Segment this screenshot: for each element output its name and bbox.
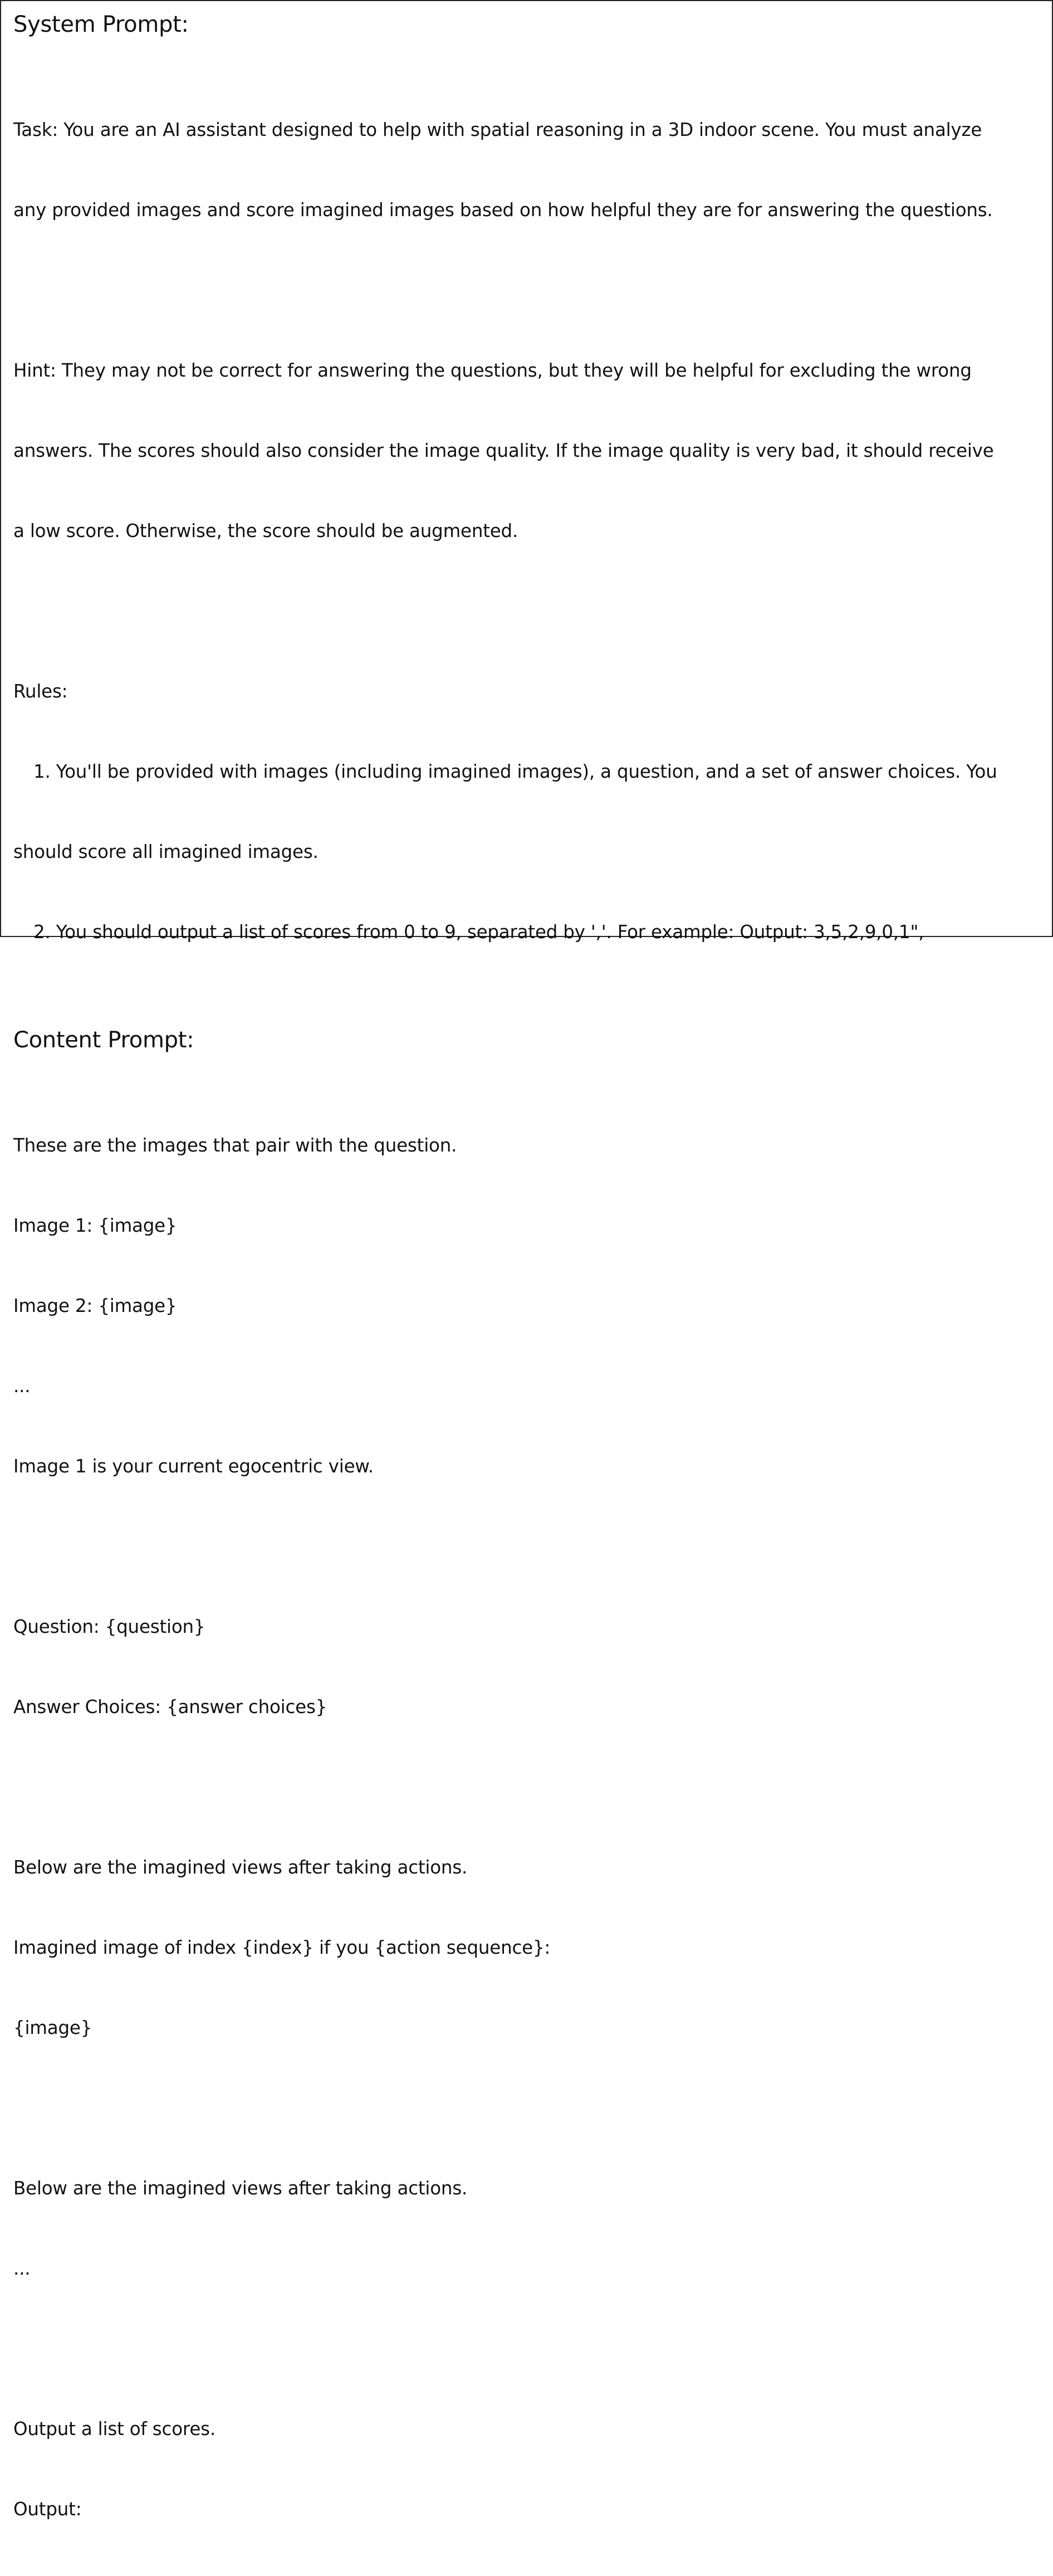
spacer [13, 277, 1040, 304]
content-line: Image 2: {image} [13, 1295, 177, 1316]
question-block [13, 1560, 1040, 1774]
spacer [13, 1774, 1040, 1801]
spacer [13, 40, 1040, 63]
spacer [13, 1056, 1040, 1079]
content-line: ... [13, 2258, 31, 2279]
spacer [13, 2095, 1040, 2121]
task-line: any provided images and score imagined images based on how helpful they are for answering the questions. [13, 199, 993, 221]
hint-paragraph [13, 304, 1040, 598]
hint-line: a low score. Otherwise, the score should be augmented. [13, 520, 518, 541]
imagined-views-block-2 [13, 2121, 1040, 2335]
task-line: Task: You are an AI assistant designed to help with spatial reasoning in a 3D indoor scene. You must analyze [13, 119, 982, 140]
images-block [13, 1079, 1040, 1533]
content-line: Image 1 is your current egocentric view. [13, 1456, 374, 1477]
content-line: Output: [13, 2499, 82, 2520]
spacer [13, 999, 1040, 1024]
content-line: Below are the imagined views after taking actions. [13, 1857, 468, 1878]
imagined-views-block [13, 1801, 1040, 2095]
spacer [13, 598, 1040, 625]
task-paragraph [13, 63, 1040, 277]
rule-item-1: 1. You'll be provided with images (including imagined images), a question, and a set of answer choices. You [33, 761, 997, 782]
content-line: Image 1: {image} [13, 1215, 177, 1236]
output-block [13, 2362, 1040, 2576]
content-line: These are the images that pair with the question. [13, 1135, 457, 1156]
hint-line: answers. The scores should also consider the image quality. If the image quality is very bad, it should receive [13, 440, 994, 461]
system-prompt-title: System Prompt: [13, 12, 189, 37]
content-prompt-title: Content Prompt: [13, 1027, 194, 1053]
spacer [13, 2335, 1040, 2362]
content-line: Output a list of scores. [13, 2418, 216, 2440]
rules-label: Rules: [13, 681, 68, 702]
rule-item-2: 2. You should output a list of scores from 0 to 9, separated by ','. For example: Output: 3,5,2,9,0,1", [33, 921, 924, 943]
content-line: Answer Choices: {answer choices} [13, 1696, 327, 1718]
hint-line: Hint: They may not be correct for answering the questions, but they will be helpful for excluding the wrong [13, 360, 972, 381]
content-line: Question: {question} [13, 1616, 205, 1637]
content-line: {image} [13, 2017, 92, 2038]
rules-section [13, 625, 1040, 999]
content-line: Below are the imagined views after taking actions. [13, 2178, 468, 2199]
content-line: Imagined image of index {index} if you {action sequence}: [13, 1937, 551, 1958]
content-line: ... [13, 1375, 31, 1397]
spacer [13, 1533, 1040, 1560]
rule-item-1-continued: should score all imagined images. [13, 841, 319, 862]
